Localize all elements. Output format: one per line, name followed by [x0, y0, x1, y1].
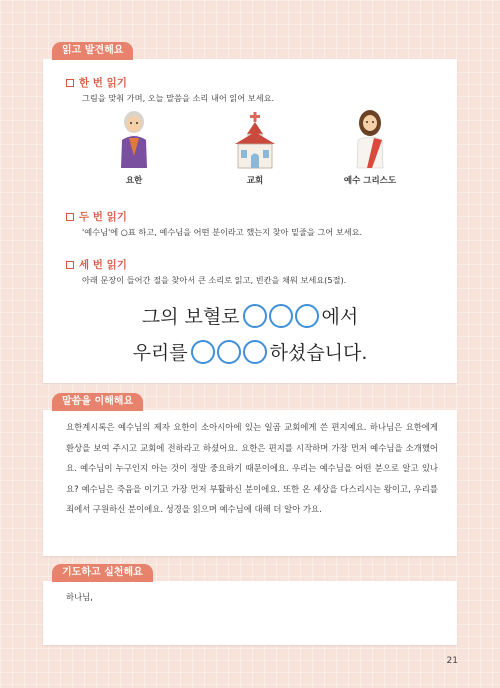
read-once-instruction: 그림을 맞춰 가며, 오늘 말씀을 소리 내어 읽어 보세요.	[82, 93, 275, 103]
checkbox-icon	[66, 213, 74, 221]
line1-before-text: 그의 보혈로	[141, 306, 240, 328]
read-twice-heading	[66, 209, 127, 224]
read-once-heading	[66, 75, 127, 90]
section-tab-understand: 말씀을 이해해요	[52, 393, 143, 411]
read-thrice-heading	[66, 257, 127, 272]
understand-paragraph: 요한계시록은 예수님의 제자 요한이 소아시아에 있는 일곱 교회에게 쓴 편지예요. 하나님은 요한에게 환상을 보여 주시고 교회에 전하라고 하셨어요. 요한은 편지를 시작하며 가장 먼저 예수님을 소개했어요. 예수님이 누구인지 아는 것이 정말 중요하기 때문이에요. 우리는 예수님을 어떤 분으로 알고 있나요? 예수님은 죽음을 이기고 가장 먼저 부활하신 분이에요. 또한 온 세상을 다스리시는 왕이고, 우리를 죄에서 구원하신 분이에요. 성경을 읽으며 예수님에 대해 더 알아 가요.	[66, 422, 438, 514]
fill-in-line-1	[0, 302, 500, 329]
checkbox-icon	[66, 261, 74, 269]
read-twice-title: 두 번 읽기	[79, 211, 127, 223]
blank-circle[interactable]	[243, 340, 267, 364]
figure-label-jesus: 예수 그리스도	[343, 176, 397, 186]
figure-label-church: 교회	[246, 176, 264, 186]
section-tab-pray-practice: 기도하고 실천해요	[52, 564, 153, 582]
blank-circle[interactable]	[243, 304, 267, 328]
figure-church	[220, 110, 290, 186]
jesus-illustration	[352, 110, 388, 170]
blank-circles-1	[242, 304, 320, 328]
blank-circle[interactable]	[191, 340, 215, 364]
prayer-text: 하나님,	[66, 592, 93, 602]
read-once-title: 한 번 읽기	[79, 77, 127, 89]
read-thrice-instruction: 아래 문장이 들어간 절을 찾아서 큰 소리로 읽고, 빈칸을 채워 보세요(5절).	[82, 275, 347, 285]
blank-circle[interactable]	[269, 304, 293, 328]
line2-before-text: 우리를	[132, 342, 188, 364]
figure-label-john: 요한	[125, 176, 143, 186]
section-tab-read-discover: 읽고 발견해요	[52, 42, 133, 60]
page-number: 21	[446, 656, 458, 666]
figure-jesus	[335, 110, 405, 186]
figure-john	[99, 110, 169, 186]
blank-circle[interactable]	[295, 304, 319, 328]
blank-circles-2	[190, 340, 268, 364]
church-illustration	[233, 110, 277, 170]
fill-in-line-2	[0, 338, 500, 365]
checkbox-icon	[66, 79, 74, 87]
line1-after-text: 에서	[321, 306, 359, 328]
john-illustration	[116, 110, 152, 170]
blank-circle[interactable]	[217, 340, 241, 364]
read-twice-instruction: '예수님'에 ○표 하고, 예수님을 어떤 분이라고 했는지 찾아 밑줄을 그어 보세요.	[82, 227, 363, 237]
read-thrice-title: 세 번 읽기	[79, 259, 127, 271]
line2-after-text: 하셨습니다.	[269, 342, 368, 364]
